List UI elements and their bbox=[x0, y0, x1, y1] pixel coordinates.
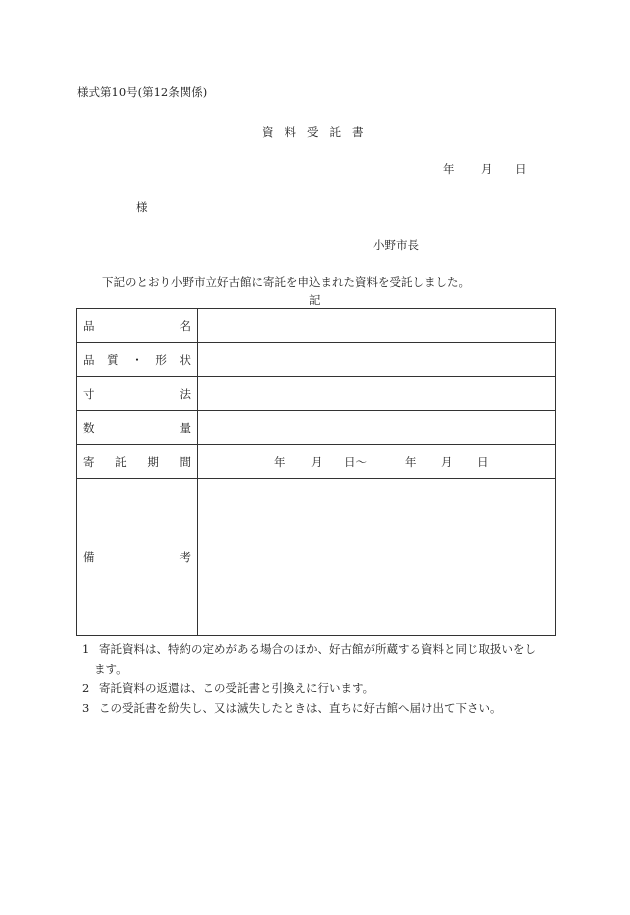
record-table bbox=[76, 308, 556, 636]
label-char: 考 bbox=[179, 550, 191, 564]
value-remarks[interactable] bbox=[198, 479, 556, 636]
label-char: 託 bbox=[115, 454, 127, 469]
label-char: 品 bbox=[83, 318, 95, 333]
date-day-label: 日 bbox=[515, 162, 527, 176]
label-char: 寄 bbox=[83, 454, 95, 469]
note-item bbox=[82, 699, 562, 719]
label-dimensions bbox=[77, 377, 198, 411]
label-deposit-period bbox=[77, 445, 198, 479]
period-end-year: 年 bbox=[405, 454, 417, 469]
ki-label: 記 bbox=[309, 293, 321, 307]
table-row-remarks bbox=[77, 479, 556, 636]
value-quality-shape[interactable] bbox=[198, 343, 556, 377]
label-char: 質 bbox=[107, 352, 119, 367]
recipient-suffix: 様 bbox=[136, 200, 148, 214]
period-end-month: 月 bbox=[441, 454, 453, 469]
value-quantity[interactable] bbox=[198, 411, 556, 445]
table-row-quality-shape bbox=[77, 343, 556, 377]
label-char: 数 bbox=[83, 420, 95, 435]
label-char: 名 bbox=[179, 318, 191, 333]
table-row-item-name bbox=[77, 309, 556, 343]
period-start-day: 日～ bbox=[344, 454, 367, 469]
date-year-label: 年 bbox=[443, 162, 455, 176]
table-row-deposit-period bbox=[77, 445, 556, 479]
note-number: 2 bbox=[82, 681, 90, 695]
date-month-label: 月 bbox=[481, 162, 493, 176]
label-quantity bbox=[77, 411, 198, 445]
label-char: 量 bbox=[179, 420, 191, 435]
period-end-day: 日 bbox=[477, 454, 489, 469]
label-char: 備 bbox=[83, 550, 95, 564]
intro-text: 下記のとおり小野市立好古館に寄託を申込まれた資料を受託しました。 bbox=[102, 275, 470, 289]
note-text: この受託書を紛失し、又は滅失したときは、直ちに好古館へ届け出て下さい。 bbox=[99, 700, 502, 715]
value-item-name[interactable] bbox=[198, 309, 556, 343]
notes-list bbox=[82, 640, 562, 718]
label-remarks bbox=[77, 479, 198, 636]
note-number: 1 bbox=[82, 642, 90, 656]
label-char: 状 bbox=[179, 352, 191, 367]
note-item bbox=[82, 640, 562, 660]
label-char: 形 bbox=[155, 352, 167, 367]
issuer-name: 小野市長 bbox=[373, 238, 419, 252]
note-continuation: ます。 bbox=[94, 661, 128, 676]
note-number: 3 bbox=[82, 700, 90, 715]
form-number: 様式第10号(第12条関係) bbox=[77, 85, 208, 99]
value-dimensions[interactable] bbox=[198, 377, 556, 411]
label-char: 寸 bbox=[83, 386, 95, 401]
label-char: 期 bbox=[147, 454, 159, 469]
period-start-year: 年 bbox=[274, 454, 286, 469]
label-char: 法 bbox=[179, 386, 191, 401]
label-char: 品 bbox=[83, 352, 95, 367]
note-text: 寄託資料の返還は、この受託書と引換えに行います。 bbox=[99, 681, 375, 695]
note-text: 寄託資料は、特約の定めがある場合のほか、好古館が所蔵する資料と同じ取扱いをし bbox=[99, 642, 536, 656]
period-start-month: 月 bbox=[311, 454, 323, 469]
table-row-dimensions bbox=[77, 377, 556, 411]
document-title: 資料受託書 bbox=[262, 125, 375, 139]
label-quality-shape bbox=[77, 343, 198, 377]
value-deposit-period[interactable] bbox=[198, 445, 556, 479]
table-row-quantity bbox=[77, 411, 556, 445]
note-item bbox=[82, 679, 562, 699]
label-item-name bbox=[77, 309, 198, 343]
label-char: 間 bbox=[179, 454, 191, 469]
label-char: ・ bbox=[131, 352, 143, 367]
